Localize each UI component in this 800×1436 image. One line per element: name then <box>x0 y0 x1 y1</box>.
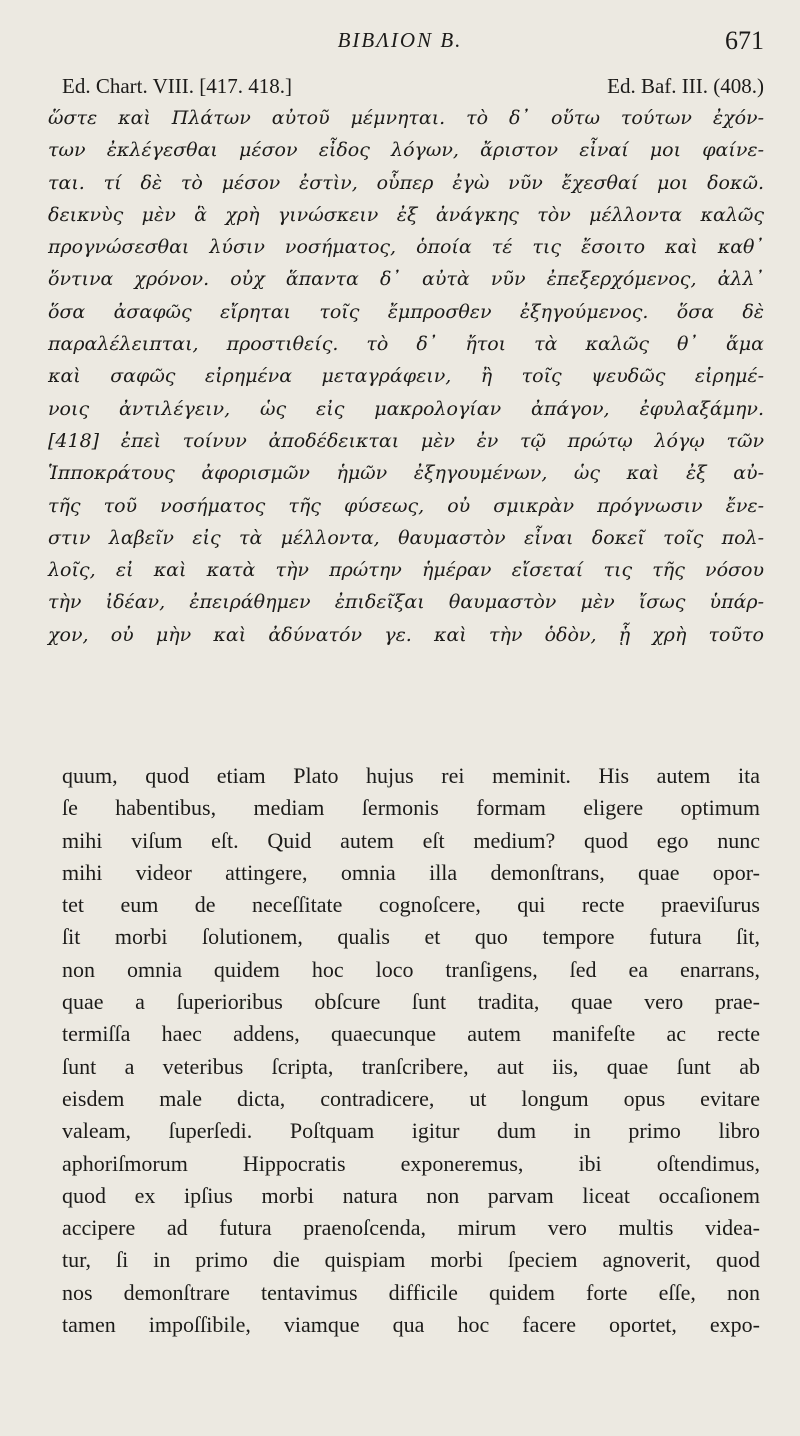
latin-line: non omnia quidem hoc loco tranſigens, ſed ea enarrans, <box>62 956 760 982</box>
latin-line: tamen impoſſibile, viamque qua hoc facere oportet, expo- <box>62 1312 760 1338</box>
latin-line: mihi viſum eſt. Quid autem eſt medium? quod ego nunc <box>62 827 760 853</box>
latin-line: tur, ſi in primo die quispiam morbi ſpeciem agnoverit, quod <box>62 1247 760 1273</box>
greek-line: Ἱπποκράτους ἀφορισμῶν ἡμῶν ἐξηγουμένων, ὡς καὶ ἐξ αὐ- <box>48 462 764 485</box>
greek-line: [418] ἐπεὶ τοίνυν ἀποδέδεικται μὲν ἐν τῷ πρώτῳ λόγῳ τῶν <box>48 429 764 452</box>
greek-line: ὅντινα χρόνον. οὐχ ἅπαντα δ᾽ αὐτὰ νῦν ἐπεξερχόμενος, ἀλλ᾽ <box>48 268 764 291</box>
latin-text-block <box>62 760 760 1341</box>
greek-line: τὴν ἰδέαν, ἐπειράθημεν ἐπιδεῖξαι θαυμαστὸν μὲν ἴσως ὑπάρ- <box>48 591 764 614</box>
greek-line: καὶ σαφῶς εἰρημένα μεταγράφειν, ἢ τοῖς ψευδῶς εἰρημέ- <box>48 365 764 388</box>
greek-text-block <box>48 102 764 651</box>
edition-reference-chart: Ed. Chart. VIII. [417. 418.] <box>62 74 292 98</box>
greek-line: στιν λαβεῖν εἰς τὰ μέλλοντα, θαυμαστὸν εἶναι δοκεῖ τοῖς πολ- <box>48 526 764 549</box>
greek-line: προγνώσεσθαι λύσιν νοσήματος, ὁποία τέ τις ἔσοιτο καὶ καθ᾽ <box>48 236 764 259</box>
latin-line: ſit morbi ſolutionem, qualis et quo tempore futura ſit, <box>62 924 760 950</box>
greek-line: ται. τί δὲ τὸ μέσον ἐστὶν, οὗπερ ἐγὼ νῦν ἔχεσθαί μοι δοκῶ. <box>48 171 764 194</box>
greek-line: λοῖς, εἰ καὶ κατὰ τὴν πρώτην ἡμέραν εἴσεταί τις τῆς νόσου <box>48 559 764 582</box>
greek-line: ὅσα ἀσαφῶς εἴρηται τοῖς ἔμπροσθεν ἐξηγούμενος. ὅσα δὲ <box>48 300 764 323</box>
latin-line: eisdem male dicta, contradicere, ut longum opus evitare <box>62 1085 760 1111</box>
latin-line: quod ex ipſius morbi natura non parvam liceat occaſionem <box>62 1182 760 1208</box>
latin-line: tet eum de neceſſitate cognoſcere, qui recte praeviſurus <box>62 892 760 918</box>
running-title: BIBΛΙΟΝ Β. <box>337 28 463 52</box>
latin-line: ſunt a veteribus ſcripta, tranſcribere, aut iis, quae ſunt ab <box>62 1053 760 1079</box>
greek-line: τῆς τοῦ νοσήματος τῆς φύσεως, οὐ σμικρὰν πρόγνωσιν ἔνε- <box>48 494 764 517</box>
greek-line: χον, οὐ μὴν καὶ ἀδύνατόν γε. καὶ τὴν ὁδὸν, ᾗ χρὴ τοῦτο <box>48 623 764 646</box>
latin-line: nos demonſtrare tentavimus difficile quidem forte eſſe, non <box>62 1279 760 1305</box>
latin-line: aphoriſmorum Hippocratis exponeremus, ibi oſtendimus, <box>62 1150 760 1176</box>
latin-line: quae a ſuperioribus obſcure ſunt tradita, quae vero prae- <box>62 989 760 1015</box>
latin-line: quum, quod etiam Plato hujus rei meminit. His autem ita <box>62 763 760 788</box>
greek-line: παραλέλειπται, προστιθείς. τὸ δ᾽ ἤτοι τὰ καλῶς θ᾽ ἅμα <box>48 333 764 356</box>
latin-line: ſe habentibus, mediam ſermonis formam eligere optimum <box>62 795 760 821</box>
latin-line: valeam, ſuperſedi. Poſtquam igitur dum in primo libro <box>62 1118 760 1144</box>
greek-line: των ἐκλέγεσθαι μέσον εἶδος λόγων, ἄριστον εἶναί μοι φαίνε- <box>48 139 764 162</box>
page-number: 671 <box>725 26 764 55</box>
latin-line: mihi videor attingere, omnia illa demonſtrans, quae opor- <box>62 859 760 885</box>
latin-line: accipere ad futura praenoſcenda, mirum vero multis videa- <box>62 1215 760 1241</box>
greek-line: δεικνὺς μὲν ἃ χρὴ γινώσκειν ἐξ ἀνάγκης τὸν μέλλοντα καλῶς <box>48 203 764 226</box>
greek-line: ὥστε καὶ Πλάτων αὐτοῦ μέμνηται. τὸ δ᾽ οὕτω τούτων ἐχόν- <box>48 107 764 129</box>
latin-line: termiſſa haec addens, quaecunque autem manifeſte ac recte <box>62 1021 760 1047</box>
edition-reference-basel: Ed. Baf. III. (408.) <box>607 74 764 98</box>
greek-line: νοις ἀντιλέγειν, ὡς εἰς μακρολογίαν ἀπάγον, ἐφυλαξάμην. <box>48 397 764 420</box>
